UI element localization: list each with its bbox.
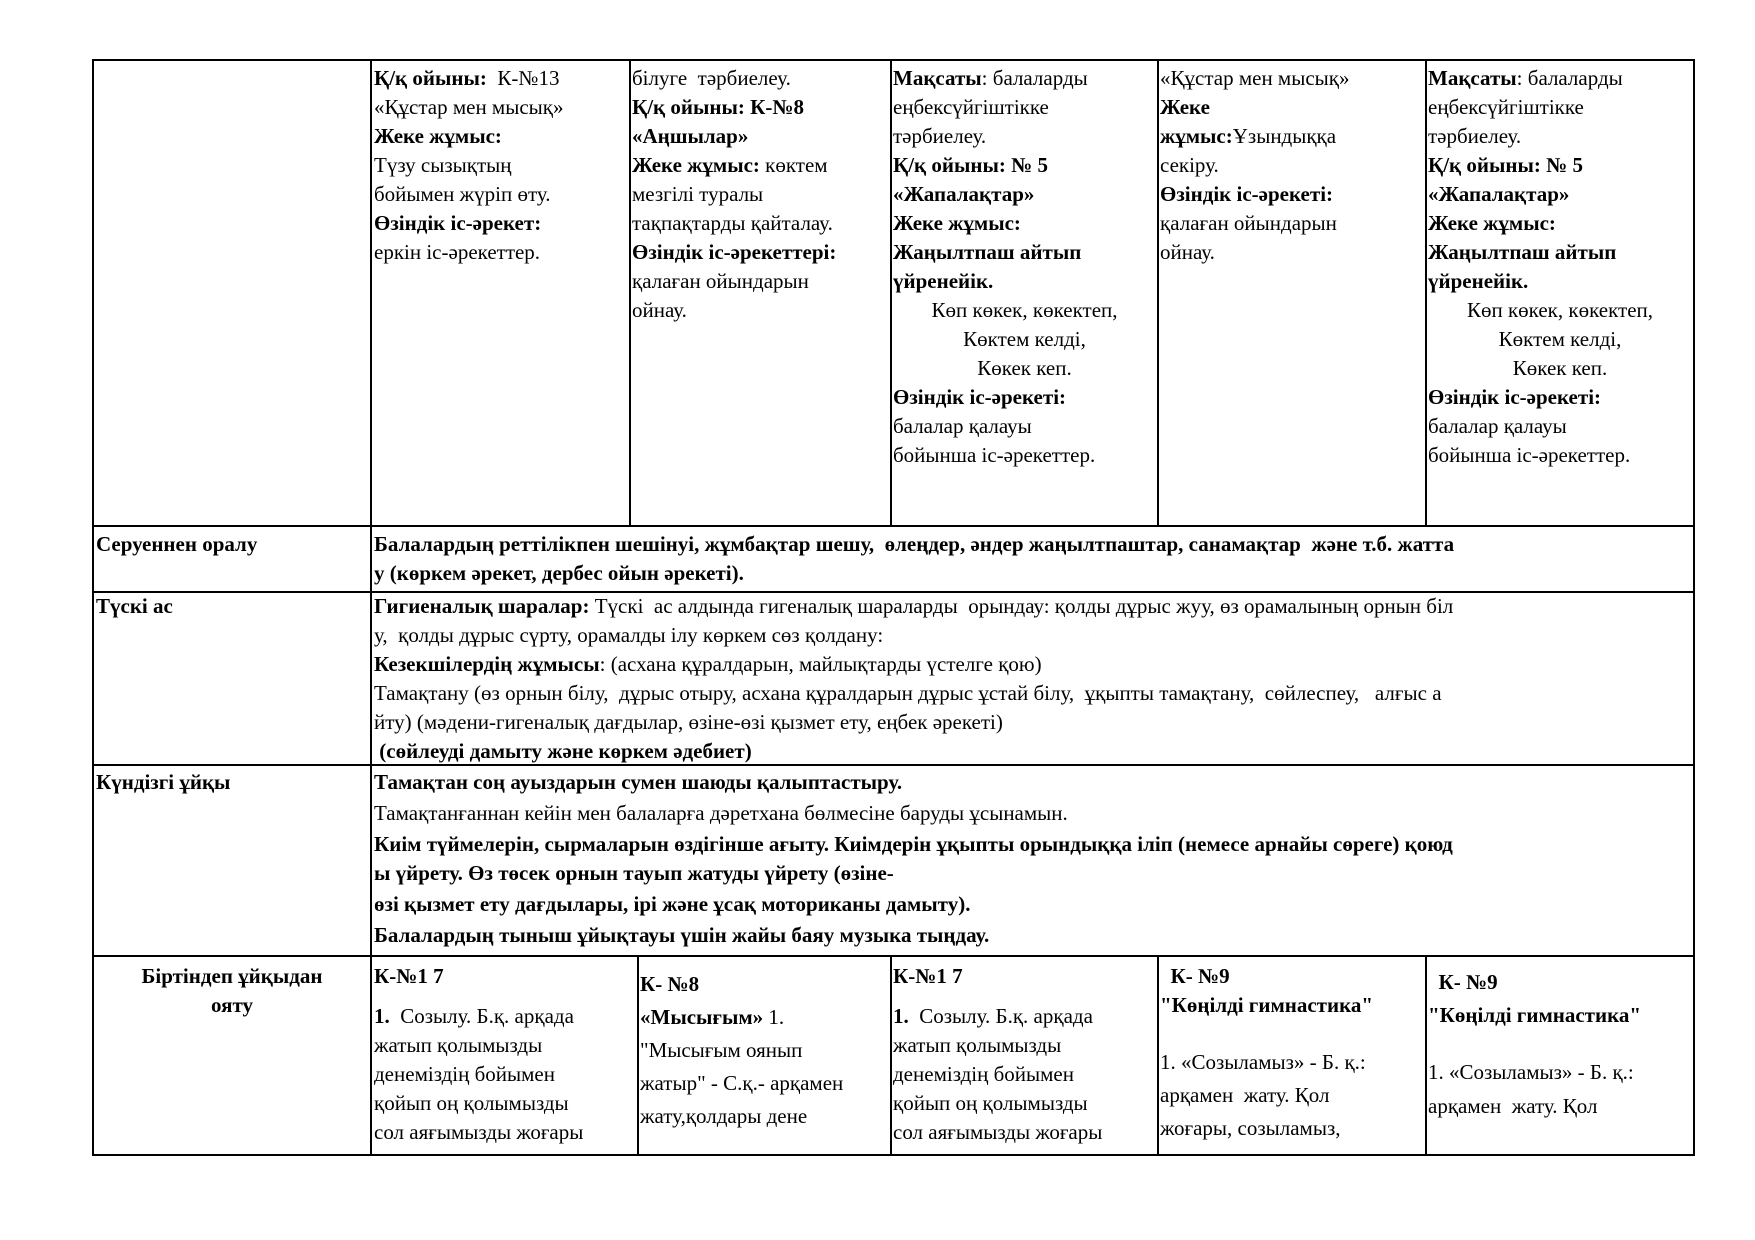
text-line: ы үйрету. Өз төсек орнын тауып жатуды үйрету (өзіне- bbox=[374, 861, 894, 885]
text-line: 1. «Созыламыз» - Б. қ.: bbox=[1428, 1060, 1634, 1084]
text-line: «Құстар мен мысық» bbox=[374, 95, 564, 119]
text-line: арқамен жату. Қол bbox=[1428, 1094, 1598, 1118]
text-line: Қ/қ ойыны: bbox=[374, 66, 487, 90]
text-line: еңбексүйгіштікке bbox=[893, 95, 1049, 119]
row1-friday-cell bbox=[1428, 64, 1692, 470]
text-line: денеміздің бойымен bbox=[374, 1062, 555, 1086]
text-line: Тамақтан соң ауыздарын сумен шаюды қалыптастыру. bbox=[374, 770, 903, 794]
text-line: балалар қалауы bbox=[893, 414, 1032, 438]
text-line: бойынша іс-әрекеттер. bbox=[893, 443, 1096, 467]
grid-line bbox=[1157, 955, 1159, 1156]
text-line: Біртіндеп ұйқыдан bbox=[141, 964, 323, 988]
text-line: Қ/қ ойыны: № 5 bbox=[893, 153, 1048, 177]
text-line: секіру. bbox=[1160, 153, 1219, 177]
row-label bbox=[96, 768, 368, 797]
grid-line bbox=[92, 955, 1695, 957]
text-line: Жеке bbox=[1160, 95, 1210, 119]
text-line: өзі қызмет ету дағдылары, ірі және ұсақ моториканы дамыту). bbox=[374, 892, 971, 916]
text-line: ойнау. bbox=[1160, 240, 1215, 264]
text-line: Қ/қ ойыны: К-№8 bbox=[632, 95, 804, 119]
row1-wednesday-cell bbox=[893, 64, 1156, 470]
text-line: Түзу сызықтың bbox=[374, 153, 512, 177]
text-line: Ұзындыққа bbox=[1232, 124, 1337, 148]
text-line: Жеке жұмыс: bbox=[632, 153, 760, 177]
text-line: Киім түймелерін, сырмаларын өздігінше ағыту. Киімдерін ұқыпты орындыққа іліп (немесе арнайы сөреге) қоюд bbox=[374, 832, 1453, 856]
text-line: Гигиеналық шаралар: bbox=[374, 594, 590, 618]
text-line: жоғары, созыламыз, bbox=[1160, 1116, 1341, 1140]
text-line: Мақсаты bbox=[893, 66, 982, 90]
text-line: К-№1 7 bbox=[374, 964, 444, 988]
grid-line bbox=[92, 59, 94, 1156]
lunch-cell bbox=[374, 592, 1692, 766]
grid-line bbox=[890, 955, 892, 1156]
text-line: у (көркем әрекет, дербес ойын әрекеті). bbox=[374, 561, 744, 585]
text-line: Көп көкек, көкектеп, bbox=[1466, 298, 1654, 322]
text-line: "Көңілді гимнастика" bbox=[1428, 1003, 1642, 1027]
text-line: 1. «Созыламыз» - Б. қ.: bbox=[1160, 1050, 1366, 1074]
grid-line bbox=[92, 1154, 1695, 1156]
text-line: Балалардың тыныш ұйықтауы үшін жайы баяу музыка тыңдау. bbox=[374, 923, 990, 947]
row5-friday-cell bbox=[1428, 968, 1692, 1121]
text-line: у, қолды дұрыс сүрту, орамалды ілу көркем сөз қолдану: bbox=[374, 623, 884, 647]
text-line: 1. bbox=[763, 1005, 785, 1029]
text-line: қалаған ойындарын bbox=[1160, 211, 1337, 235]
grid-line bbox=[92, 525, 1695, 527]
text-line: К- №9 bbox=[1160, 964, 1230, 988]
text-line: (сөйлеуді дамыту және көркем әдебиет) bbox=[374, 739, 752, 763]
text-line: бойынша іс-әрекеттер. bbox=[1428, 443, 1631, 467]
text-line: Өзіндік іс-әрекет: bbox=[374, 211, 542, 235]
text-line: Өзіндік іс-әрекеті: bbox=[1160, 182, 1334, 206]
row-label bbox=[96, 530, 368, 559]
row5-tuesday-cell bbox=[640, 968, 889, 1133]
text-line: арқамен жату. Қол bbox=[1160, 1083, 1330, 1107]
text-line: Кезекшілердің жұмысы bbox=[374, 652, 600, 676]
text-line: : балаларды bbox=[1516, 66, 1623, 90]
text-line: 1. bbox=[374, 1004, 390, 1028]
grid-line bbox=[1425, 59, 1427, 527]
text-line: тәрбиелеу. bbox=[1428, 124, 1522, 148]
text-line: «Аңшылар» bbox=[632, 124, 749, 148]
text-line: 1. bbox=[893, 1004, 909, 1028]
text-line: еңбексүйгіштікке bbox=[1428, 95, 1584, 119]
text-line: еркін іс-әрекеттер. bbox=[374, 240, 541, 264]
text-line: тәрбиелеу. bbox=[893, 124, 987, 148]
text-line: Созылу. Б.қ. арқада bbox=[389, 1004, 574, 1028]
row1-tuesday-cell bbox=[632, 64, 889, 325]
text-line: тақпақтарды қайталау. bbox=[632, 211, 833, 235]
text-line: «Жапалақтар» bbox=[893, 182, 1035, 206]
row5-monday-cell bbox=[374, 962, 636, 1147]
daytime-sleep-cell bbox=[374, 768, 1692, 950]
row-label bbox=[96, 592, 368, 621]
text-line: К- №8 bbox=[640, 972, 700, 996]
text-line: жату,қолдары дене bbox=[640, 1104, 808, 1128]
text-line: Түскі ас bbox=[96, 594, 173, 618]
text-line: Жаңылтпаш айтып bbox=[893, 240, 1082, 264]
row1-thursday-cell bbox=[1160, 64, 1424, 267]
text-line: Өзіндік іс-әрекеті: bbox=[893, 385, 1067, 409]
text-line: мезгілі туралы bbox=[632, 182, 764, 206]
text-line: Көп көкек, көкектеп, bbox=[931, 298, 1118, 322]
text-line: Көктем келді, bbox=[1498, 327, 1622, 351]
text-line: Созылу. Б.қ. арқада bbox=[908, 1004, 1093, 1028]
text-line: К- №9 bbox=[1428, 970, 1498, 994]
grid-line bbox=[890, 59, 892, 527]
row1-monday-cell bbox=[374, 64, 628, 267]
grid-line bbox=[1693, 59, 1695, 1156]
text-line: қалаған ойындарын bbox=[632, 269, 809, 293]
text-line: Қ/қ ойыны: № 5 bbox=[1428, 153, 1583, 177]
text-line: Тамақтану (өз орнын білу, дұрыс отыру, асхана құралдарын дұрыс ұстай білу, ұқыпты тамақтану, сөйлеспеу, алғыс а bbox=[374, 681, 1442, 705]
text-line: үйренейік. bbox=[1428, 269, 1529, 293]
grid-line bbox=[637, 955, 639, 1156]
text-line: : балаларды bbox=[981, 66, 1088, 90]
text-line: Тамақтанғаннан кейін мен балаларға дәретхана бөлмесіне баруды ұсынамын. bbox=[374, 801, 1068, 825]
text-line: Жеке жұмыс: bbox=[374, 124, 502, 148]
text-line: Көктем келді, bbox=[963, 327, 1086, 351]
text-line: "Көңілді гимнастика" bbox=[1160, 993, 1374, 1017]
text-line: Жеке жұмыс: bbox=[1428, 211, 1556, 235]
text-line: ойнау. bbox=[632, 298, 687, 322]
text-line: қойып оң қолымызды bbox=[893, 1091, 1088, 1115]
text-line: бойымен жүріп өту. bbox=[374, 182, 551, 206]
text-line: йту) (мәдени-гигеналық дағдылар, өзіне-өзі қызмет ету, еңбек әрекеті) bbox=[374, 710, 1003, 734]
text-line: Өзіндік іс-әрекеттері: bbox=[632, 240, 837, 264]
text-line: сол аяғымызды жоғары bbox=[374, 1120, 584, 1144]
row5-wednesday-cell bbox=[893, 962, 1156, 1147]
return-from-walk-cell bbox=[374, 530, 1692, 588]
grid-line bbox=[629, 59, 631, 527]
row5-thursday-cell bbox=[1160, 962, 1424, 1143]
text-line: жұмыс: bbox=[1160, 124, 1233, 148]
grid-line bbox=[1425, 955, 1427, 1156]
text-line: Көкек кеп. bbox=[977, 356, 1072, 380]
text-line: Серуеннен оралу bbox=[96, 532, 258, 556]
text-line: жатып қолымызды bbox=[374, 1033, 543, 1057]
text-line: қойып оң қолымызды bbox=[374, 1091, 569, 1115]
grid-line bbox=[370, 59, 372, 1156]
text-line: ояту bbox=[211, 993, 253, 1017]
text-line: "Мысығым оянып bbox=[640, 1038, 803, 1062]
text-line: білуге тәрбиелеу. bbox=[632, 66, 791, 90]
text-line: жатып қолымызды bbox=[893, 1033, 1062, 1057]
text-line: үйренейік. bbox=[893, 269, 994, 293]
text-line: К-№1 7 bbox=[893, 964, 963, 988]
text-line: Мақсаты bbox=[1428, 66, 1517, 90]
row-label bbox=[96, 962, 368, 1020]
grid-line bbox=[92, 59, 1695, 61]
text-line: денеміздің бойымен bbox=[893, 1062, 1074, 1086]
text-line: Күндізгі ұйқы bbox=[96, 770, 231, 794]
text-line: К-№13 bbox=[486, 66, 560, 90]
text-line: балалар қалауы bbox=[1428, 414, 1567, 438]
text-line: Түскі ас алдында гигеналық шараларды орындау: қолды дұрыс жуу, өз орамалының орнын біл bbox=[589, 594, 1454, 618]
text-line: сол аяғымызды жоғары bbox=[893, 1120, 1103, 1144]
text-line: Көкек кеп. bbox=[1512, 356, 1608, 380]
text-line: «Құстар мен мысық» bbox=[1160, 66, 1350, 90]
text-line: Жаңылтпаш айтып bbox=[1428, 240, 1617, 264]
text-line: «Жапалақтар» bbox=[1428, 182, 1570, 206]
text-line: көктем bbox=[759, 153, 828, 177]
text-line: : (асхана құралдарын, майлықтарды үстелге қою) bbox=[599, 652, 1042, 676]
text-line: Балалардың реттілікпен шешінуі, жұмбақтар шешу, өлеңдер, әндер жаңылтпаштар, санамақтар және т.б. жатта bbox=[374, 532, 1455, 556]
text-line: Өзіндік іс-әрекеті: bbox=[1428, 385, 1602, 409]
text-line: «Мысығым» bbox=[640, 1005, 764, 1029]
text-line: жатыр" - С.қ.- арқамен bbox=[640, 1071, 844, 1095]
text-line: Жеке жұмыс: bbox=[893, 211, 1021, 235]
grid-line bbox=[1157, 59, 1159, 527]
